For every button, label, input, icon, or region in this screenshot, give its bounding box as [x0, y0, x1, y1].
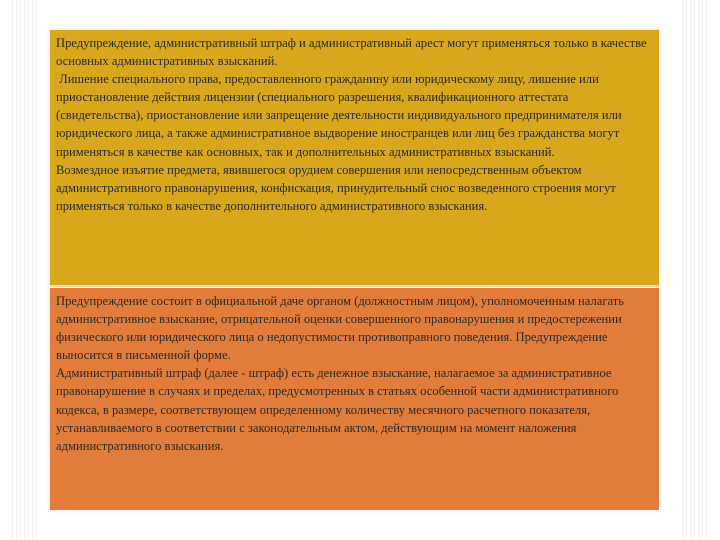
paragraph-dual-penalties: Лишение специального права, предоставленного гражданину или юридическому лицу, лишение или приостановление действия лицензии (специального разрешения, квалификационного аттестата (свидетельства), приостановление или запрещение деятельности индивидуального предпринимателя или юридического лица, а также административное выдворение иностранцев или лиц без гражданства могут применяться в качестве как основных, так и дополнительных административных взысканий.: [56, 72, 625, 159]
text-block-main-and-additional-penalties: [50, 30, 659, 287]
paragraph-additional-penalties: Возмездное изъятие предмета, явившегося орудием совершения или непосредственным объектом административного правонарушения, конфискация, принудительный снос возведенного строения могут применяться только в качестве дополнительного административного взыскания.: [56, 162, 619, 213]
slide-content: [50, 30, 659, 510]
right-frame-decoration: [682, 0, 708, 540]
paragraph-warning-definition: Предупреждение состоит в официальной даче органом (должностным лицом), уполномоченным налагать административное взыскание, отрицательной оценки совершенного правонарушения и предостережении физического или юридического лица о недопустимости противоправного поведения. Предупреждение выносится в письменной форме.: [56, 294, 628, 363]
text-block-warning-and-fine: [50, 288, 659, 510]
paragraph-main-penalties: Предупреждение, административный штраф и административный арест могут применяться только в качестве основных административных взысканий.: [56, 36, 650, 69]
left-frame-decoration: [12, 0, 38, 540]
paragraph-fine-definition: Административный штраф (далее - штраф) есть денежное взыскание, налагаемое за административное правонарушение в случаях и пределах, предусмотренных в статьях особенной части административного кодекса, в размере, соответствующем определенному количеству месячного расчетного показателя, устанавливаемого в соответствии с законодательным актом, действующим на момент наложения административного взыскания.: [56, 366, 622, 453]
